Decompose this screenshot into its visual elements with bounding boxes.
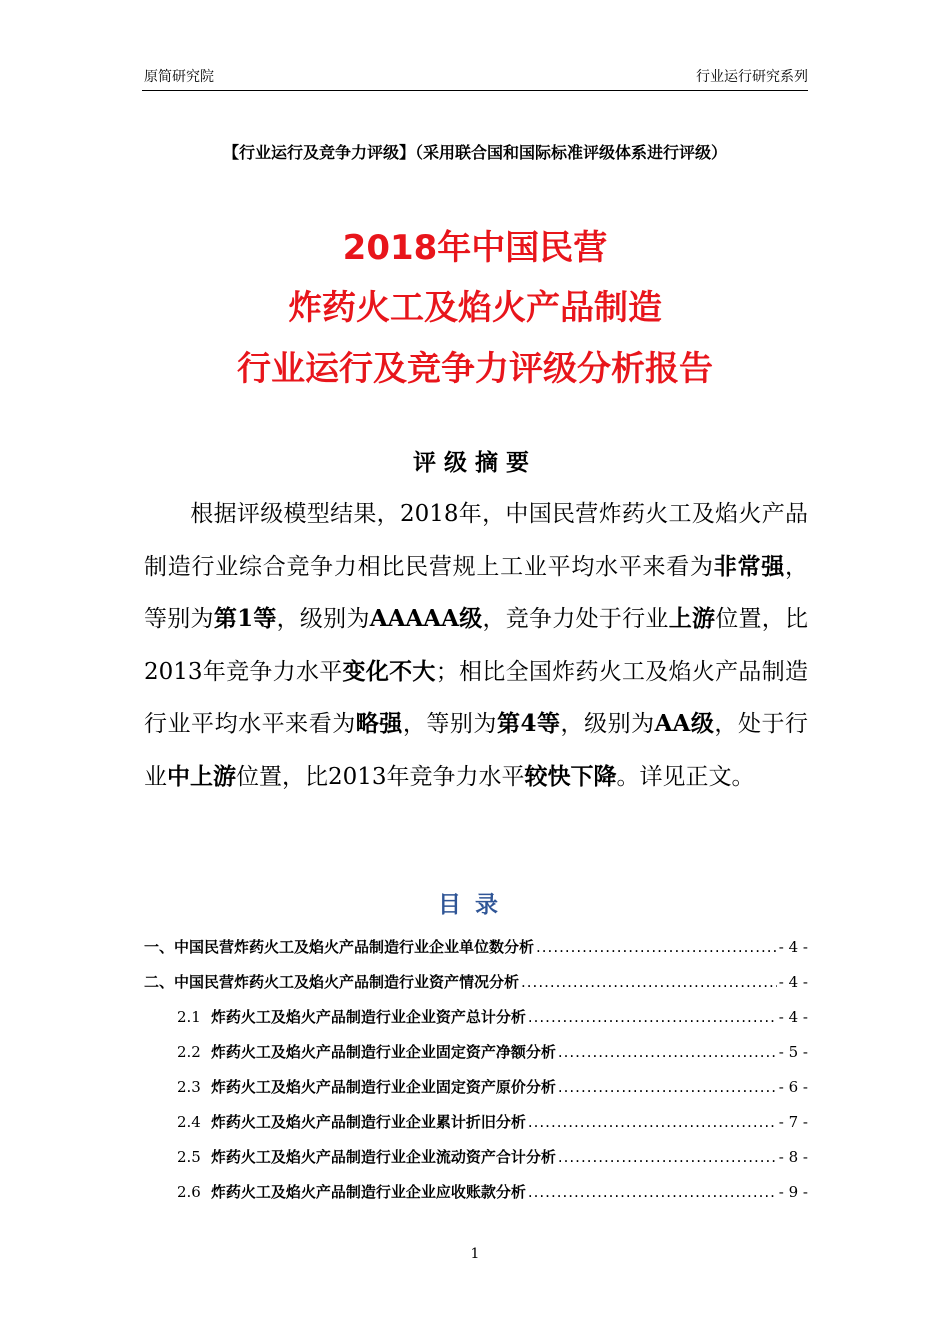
toc-entry-number: 2.4 bbox=[177, 1113, 201, 1131]
summary-text: ，竞争力处于行业 bbox=[482, 606, 669, 632]
toc-entry-page: - 4 - bbox=[778, 973, 808, 991]
summary-emphasis: AAAAA级 bbox=[369, 605, 483, 632]
toc-entry-number: 2.5 bbox=[177, 1148, 201, 1166]
toc-entry[interactable] bbox=[144, 1181, 808, 1216]
toc-entry-page: - 4 - bbox=[778, 938, 808, 956]
toc-entry-number: 2.6 bbox=[177, 1183, 201, 1201]
toc-entry[interactable] bbox=[144, 1146, 808, 1181]
summary-text: 根据评级模型结果，2018年，中国民营炸药火工及焰火产品制造行业综合竞争力相比民营规上工业平均水平来看为 bbox=[144, 501, 808, 580]
summary-emphasis: 较快下降 bbox=[524, 762, 617, 790]
toc-entry-number: 2.3 bbox=[177, 1078, 201, 1096]
summary-text: ；相比全国炸药火工及焰火产品制造行业平均水平来看为 bbox=[144, 658, 809, 737]
toc-entry-page: - 5 - bbox=[778, 1043, 808, 1061]
report-tagline: 【行业运行及竞争力评级】（采用联合国和国际标准评级体系进行评级） bbox=[222, 143, 727, 162]
summary-text: 位置，比2013年竞争力水平 bbox=[144, 606, 809, 685]
report-title-line-2: 炸药火工及焰火产品制造 bbox=[288, 288, 662, 328]
toc-leader-dots bbox=[528, 1008, 777, 1026]
table-of-contents bbox=[144, 936, 808, 1216]
toc-entry[interactable] bbox=[144, 1111, 808, 1146]
report-title-line-3: 行业运行及竞争力评级分析报告 bbox=[237, 349, 713, 389]
header-divider bbox=[142, 90, 808, 91]
summary-emphasis: 非常强 bbox=[713, 552, 786, 580]
toc-entry-title: 炸药火工及焰火产品制造行业企业固定资产原价分析 bbox=[210, 1078, 556, 1096]
toc-entry[interactable] bbox=[144, 1041, 808, 1076]
toc-entry-title: 二、中国民营炸药火工及焰火产品制造行业资产情况分析 bbox=[144, 973, 520, 991]
toc-entry[interactable] bbox=[144, 971, 808, 1006]
toc-heading: 目录 bbox=[438, 892, 512, 918]
toc-entry[interactable] bbox=[144, 936, 808, 971]
toc-entry-number: 2.1 bbox=[177, 1008, 201, 1026]
toc-leader-dots bbox=[528, 1113, 777, 1131]
summary-heading: 评级摘要 bbox=[413, 450, 537, 476]
toc-leader-dots bbox=[558, 1078, 777, 1096]
summary-text: ，等别为 bbox=[402, 711, 497, 737]
toc-entry-page: - 4 - bbox=[778, 1008, 808, 1026]
toc-entry-page: - 7 - bbox=[778, 1113, 808, 1131]
summary-emphasis: 略强 bbox=[355, 710, 403, 737]
summary-text: ，级别为 bbox=[276, 606, 370, 632]
toc-entry-title: 炸药火工及焰火产品制造行业企业应收账款分析 bbox=[210, 1183, 526, 1201]
summary-paragraph bbox=[144, 489, 808, 803]
summary-text: ，处于行业 bbox=[144, 711, 809, 790]
toc-entry-title: 炸药火工及焰火产品制造行业企业流动资产合计分析 bbox=[210, 1148, 556, 1166]
toc-entry-page: - 8 - bbox=[778, 1148, 808, 1166]
page-number: 1 bbox=[470, 1246, 480, 1262]
toc-entry-page: - 9 - bbox=[778, 1183, 808, 1201]
summary-text: ，级别为 bbox=[560, 711, 655, 737]
toc-entry-title: 炸药火工及焰火产品制造行业企业累计折旧分析 bbox=[210, 1113, 526, 1131]
summary-text: ，等别为 bbox=[144, 553, 809, 632]
summary-emphasis: 第1等 bbox=[213, 605, 277, 632]
toc-leader-dots bbox=[528, 1183, 777, 1201]
toc-entry[interactable] bbox=[144, 1006, 808, 1041]
summary-emphasis: 上游 bbox=[668, 605, 716, 632]
toc-entry-page: - 6 - bbox=[778, 1078, 808, 1096]
toc-leader-dots bbox=[558, 1043, 777, 1061]
summary-emphasis: 变化不大 bbox=[342, 657, 436, 685]
header-left-text: 原简研究院 bbox=[144, 69, 214, 85]
summary-text: 。详见正文。 bbox=[616, 763, 755, 790]
toc-entry-title: 炸药火工及焰火产品制造行业企业资产总计分析 bbox=[210, 1008, 526, 1026]
toc-entry-title: 炸药火工及焰火产品制造行业企业固定资产净额分析 bbox=[210, 1043, 556, 1061]
report-title-line-1: 2018年中国民营 bbox=[342, 228, 608, 268]
summary-emphasis: 第4等 bbox=[496, 710, 561, 737]
toc-leader-dots bbox=[558, 1148, 777, 1166]
summary-text: 位置，比2013年竞争力水平 bbox=[236, 763, 525, 790]
toc-entry-title: 一、中国民营炸药火工及焰火产品制造行业企业单位数分析 bbox=[144, 938, 535, 956]
toc-entry[interactable] bbox=[144, 1076, 808, 1111]
toc-entry-number: 2.2 bbox=[177, 1043, 201, 1061]
header-right-text: 行业运行研究系列 bbox=[696, 69, 808, 85]
toc-leader-dots bbox=[521, 973, 777, 991]
summary-emphasis: 中上游 bbox=[167, 762, 236, 790]
summary-emphasis: AA级 bbox=[654, 710, 715, 737]
toc-leader-dots bbox=[536, 938, 777, 956]
